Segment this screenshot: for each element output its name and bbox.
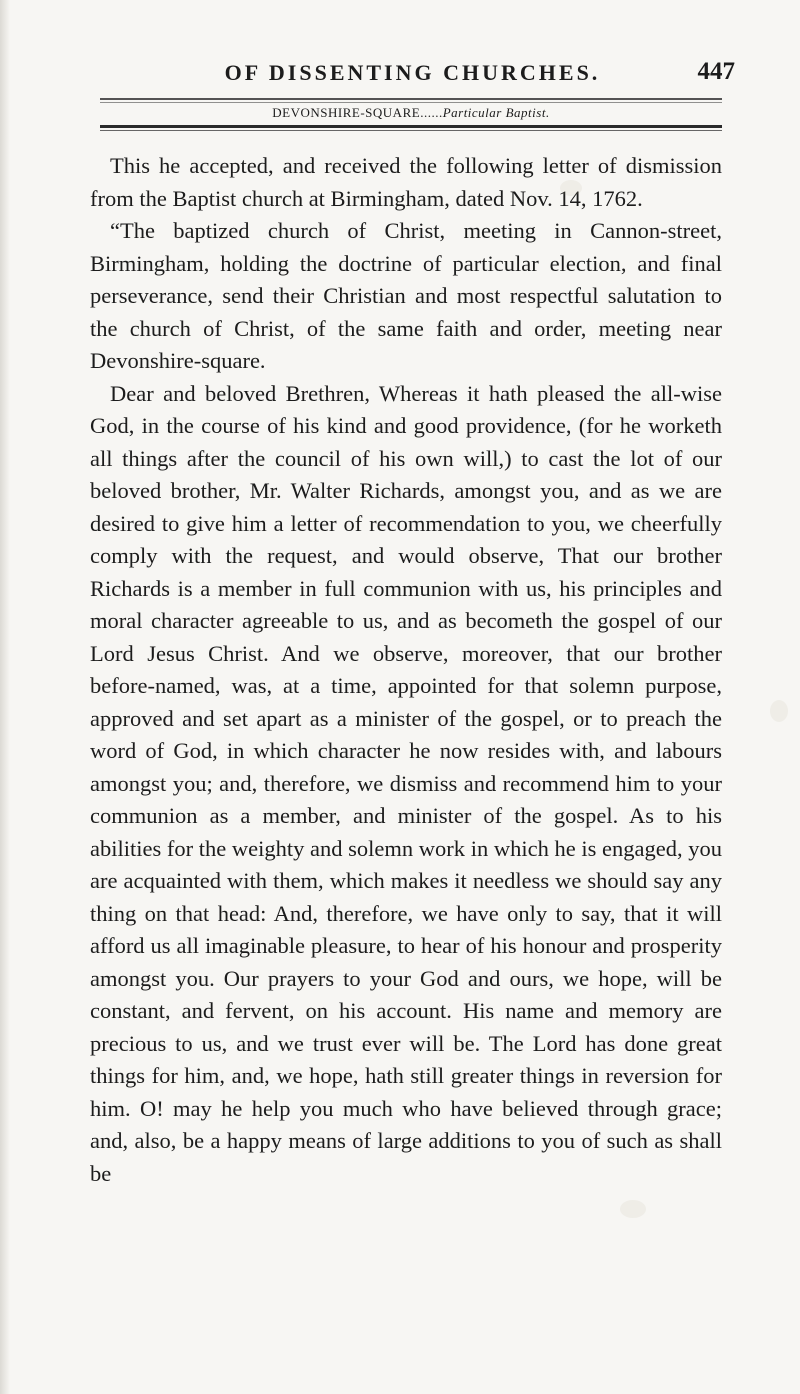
paper-stain [620,1200,646,1218]
running-title: OF DISSENTING CHURCHES. [224,60,601,85]
header-rule-top-secondary [100,102,722,103]
section-heading [100,105,722,121]
section-denomination: Particular Baptist. [442,105,550,120]
section-location: DEVONSHIRE-SQUARE [272,105,421,120]
header-rule-top [100,98,722,100]
paper-stain [560,180,582,196]
page-gutter-shadow [0,0,10,1394]
paragraph-intro: This he accepted, and received the following letter of dismission from the Baptist church at Birmingham, dated Nov. 14, 1762. [90,153,722,211]
section-separator: ...... [420,105,443,120]
body-text [90,150,722,1190]
running-head [90,54,735,94]
header-rule-bottom-secondary [100,130,722,131]
header-rule-bottom [100,125,722,128]
paper-stain [770,700,788,722]
page-number: 447 [697,58,735,85]
paragraph-letter-opening: “The baptized church of Christ, meeting in Cannon-street, Birmingham, holding the doctrine of particular election, and final perseverance, send their Christian and most respectful salutation to the church of Christ, of the same faith and order, meeting near Devonshire-square. [90,218,722,373]
paragraph-letter-body: Dear and beloved Brethren, Whereas it hath pleased the all-wise God, in the course of his kind and good providence, (for he worketh all things after the council of his own will,) to cast the lot of our beloved brother, Mr. Walter Richards, amongst you, and as we are desired to give him a letter of recommendation to you, we cheerfully comply with the request, and would observe, That our brother Richards is a member in full communion with us, his principles and moral character agreeable to us, and as becometh the gospel of our Lord Jesus Christ. And we observe, moreover, that our brother before-named, was, at a time, appointed for that solemn purpose, approved and set apart as a minister of the gospel, or to preach the word of God, in which character he now resides with, and labours amongst you; and, therefore, we dismiss and recommend him to your communion as a member, and minister of the gospel. As to his abilities for the weighty and solemn work in which he is engaged, you are acquainted with them, which makes it needless we should say any thing on that head: And, therefore, we have only to say, that it will afford us all imaginable pleasure, to hear of his honour and prosperity amongst you. Our prayers to your God and ours, we hope, will be constant, and fervent, on his account. His name and memory are precious to us, and we trust ever will be. The Lord has done great things for him, and, we hope, hath still greater things in reversion for him. O! may he help you much who have believed through grace; and, also, be a happy means of large additions to you of such as shall be [90,380,722,1186]
